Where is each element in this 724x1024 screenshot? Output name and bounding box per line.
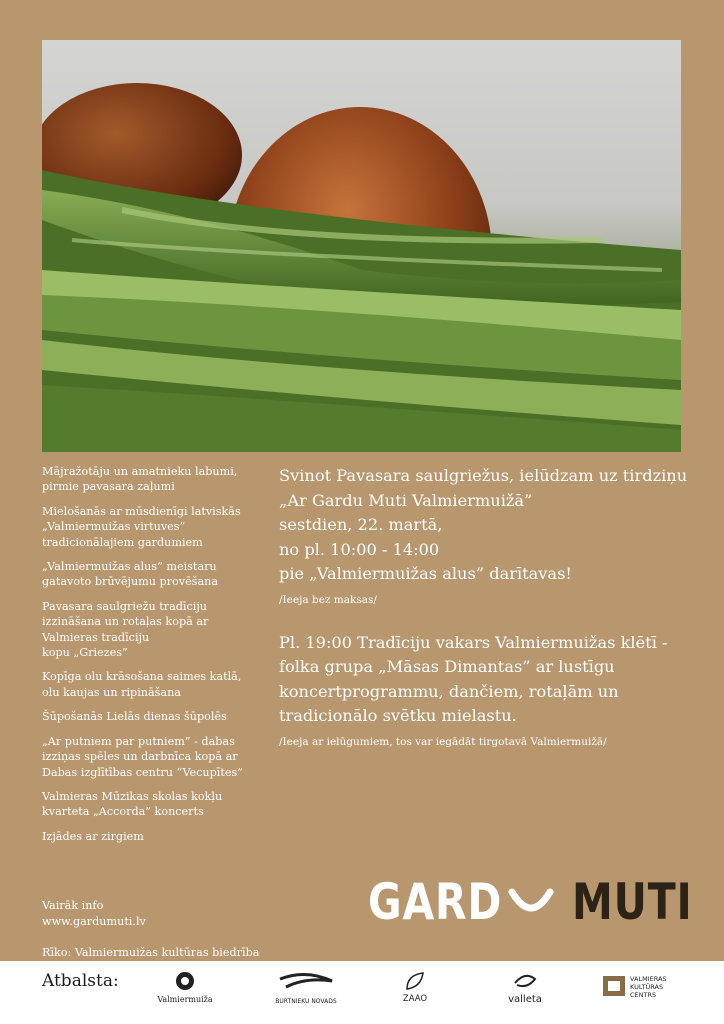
invitation-text: Svinot Pavasara saulgriežus, ielūdzam uz tirdziņu „Ar Gardu Muti Valmiermuižā” sestdien, 22. martā, no pl. 10:00 - 14:00 pie „Valmiermuižas alus” darītavas! <box>279 466 688 583</box>
sponsor-kulturas-centrs <box>602 975 682 999</box>
zaao-leaf-icon <box>403 971 427 991</box>
list-item: Šūpošanās Lielās dienas šūpolēs <box>42 710 227 724</box>
gard-muti-logo <box>368 873 693 931</box>
sponsor-name: Valmiermuiža <box>157 995 213 1004</box>
website-link[interactable]: www.gardumuti.lv <box>42 915 146 928</box>
list-item: Mājražotāju un amatnieku labumi, pirmie pavasara zaļumi <box>42 465 238 494</box>
event-details <box>279 464 699 749</box>
more-info-label: Vairāk info <box>42 899 104 912</box>
sponsor-name: BURTNIEKU NOVADS <box>275 998 337 1005</box>
list-item: Mielošanās ar mūsdienīgi latviskās „Valmiermuižas virtuves” tradicionālajiem gardumiem <box>42 504 241 549</box>
sponsor-name: VALMIERAS KULTŪRAS CENTRS <box>630 975 667 999</box>
smile-icon <box>506 880 556 920</box>
list-item: Izjādes ar zirgiem <box>42 829 144 843</box>
logo-word-muti: MUTI <box>572 873 693 931</box>
valleta-swirl-icon <box>511 971 539 991</box>
sponsor-name: ZAAO <box>402 994 428 1004</box>
culture-centre-icon <box>602 975 626 997</box>
sponsor-zaao <box>390 971 440 1004</box>
organizer-text: Rīko: Valmiermuižas kultūras biedrība <box>42 946 260 959</box>
valmiermuiza-crest-icon <box>175 971 195 991</box>
list-item: „Ar putniem par putniem” - dabas izziņas spēles un darbnīca kopā ar Dabas izglītības centru “Vecupītes” <box>42 734 243 779</box>
sponsor-burtnieku <box>270 971 342 1006</box>
logo-word-gard: GARD <box>368 873 503 931</box>
evening-text: Pl. 19:00 Tradīciju vakars Valmiermuižas klētī - folka grupa „Māsas Dimantas” ar lustīgu koncertprogrammu, dančiem, rotaļām un tradicionālo svētku mielastu. <box>279 632 668 725</box>
sponsor-valmiermuiza <box>150 971 220 1004</box>
list-item: Valmieras Mūzikas skolas kokļu kvarteta „Accorda” koncerts <box>42 789 223 819</box>
list-item: Kopīga olu krāsošana saimes katlā, olu kaujas un ripināšana <box>42 670 242 699</box>
more-info <box>42 898 146 930</box>
sponsor-name: valleta <box>508 994 542 1005</box>
evening-note: /Ieeja ar ielūgumiem, tos var iegādāt tirgotavā Valmiermuižā/ <box>279 735 607 748</box>
list-item: Pavasara saulgriežu tradīciju izzināšana un rotaļas kopā ar Valmieras tradīciju kopu „Griezes” <box>42 599 209 660</box>
sponsor-valleta <box>490 971 560 1004</box>
invitation-note: /Ieeja bez maksas/ <box>279 593 377 606</box>
sponsors-label: Atbalsta: <box>42 971 119 991</box>
burtnieku-wave-icon <box>276 971 336 993</box>
list-item: „Valmiermuižas alus” meistaru gatavoto brūvējumu provēšana <box>42 560 219 589</box>
easter-eggs-photo <box>42 40 681 452</box>
activities-list <box>42 464 272 853</box>
sponsor-bar <box>0 961 724 1024</box>
